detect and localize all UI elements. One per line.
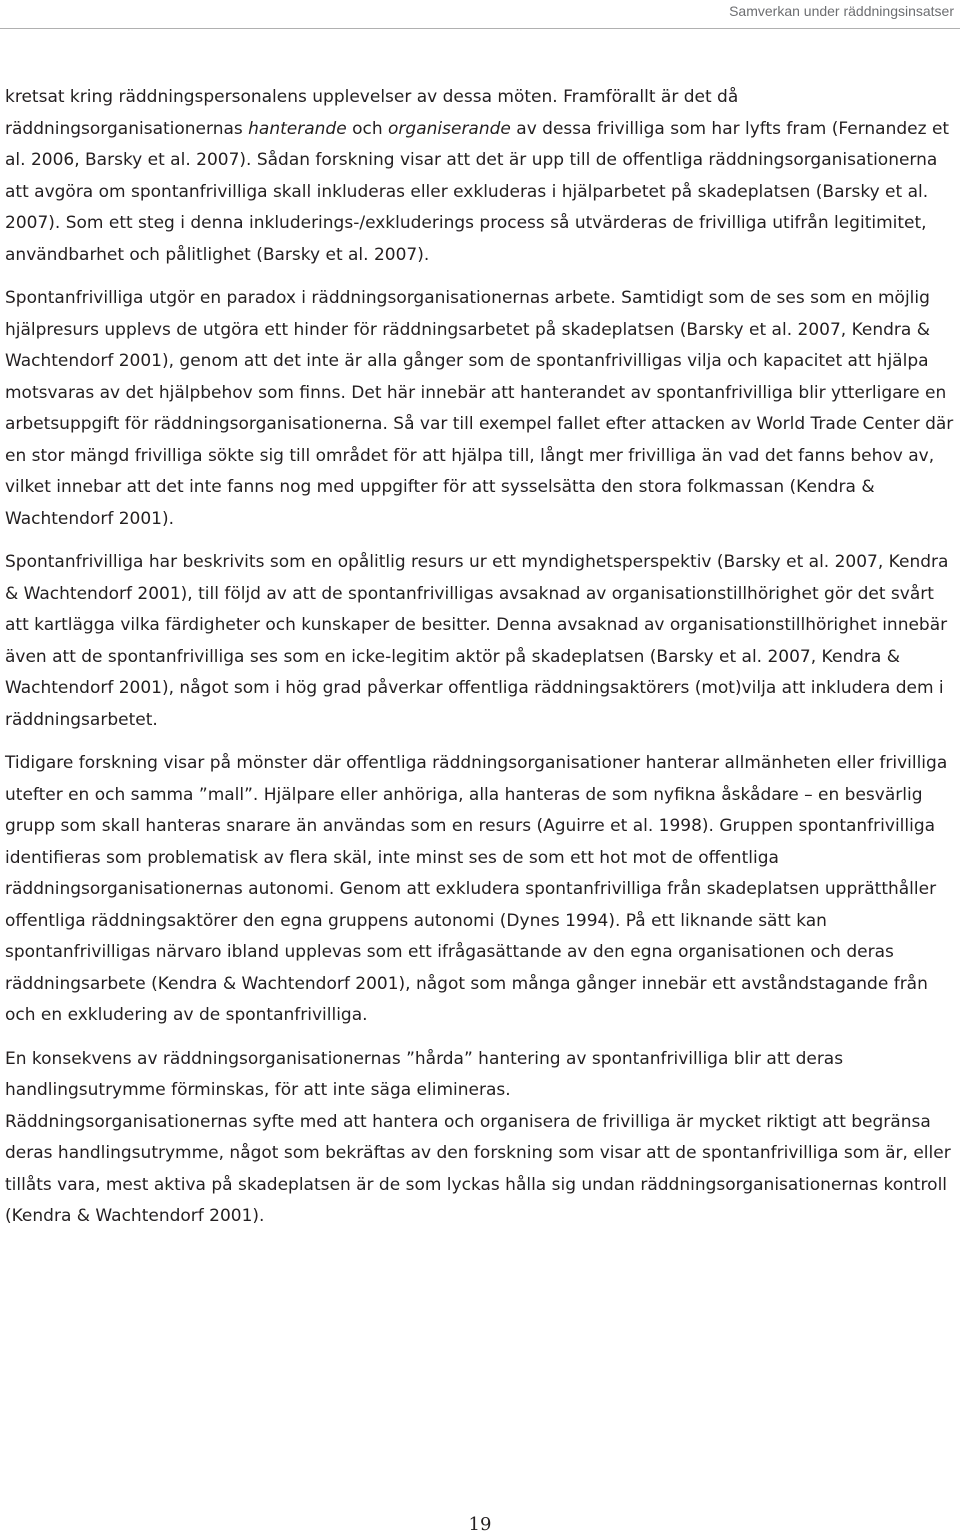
paragraph-3: Spontanfrivilliga har beskrivits som en opålitlig resurs ur ett myndighetsperspektiv (Barsky et al. 2007, Kendra & Wachtendorf 2001), till följd av att de spontanfrivilligas avsaknad av organisationstillhörighet gör det svårt att kartlägga vilka färdigheter och kunskaper de besitter. Denna avsaknad av organisationstillhörighet innebär även att de spontanfrivilliga ses som en icke-legitim aktör på skadeplatsen (Barsky et al. 2007, Kendra & Wachtendorf 2001), något som i hög grad påverkar offentliga räddningsaktörers (mot)vilja att inkludera dem i räddningsarbetet. bbox=[5, 552, 949, 730]
header-divider bbox=[0, 28, 960, 29]
paragraph-6: Räddningsorganisationernas syfte med att hantera och organisera de frivilliga är mycket riktigt att begränsa deras handlingsutrymme, något som bekräftas av den forskning som visar att de spontanfrivilliga som är, eller tillåts vara, mest aktiva på skadeplatsen är de som lyckas hålla sig undan räddningsorganisationernas kontroll (Kendra & Wachtendorf 2001). bbox=[5, 1111, 951, 1226]
paragraph-1-part-2: och bbox=[346, 118, 389, 139]
running-header bbox=[14, 0, 954, 28]
paragraph-2: Spontanfrivilliga utgör en paradox i räddningsorganisationernas arbete. Samtidigt som de ses som en möjlig hjälpresurs upplevs de utgöra ett hinder för räddningsarbetet på skadeplatsen (Barsky et al. 2007, Kendra & Wachtendorf 2001), genom att det inte är alla gånger som de spontanfrivilligas vilja och kapacitet att hjälpa motsvaras av det hjälpbehov som finns. Det här innebär att hanterandet av spontanfrivilliga blir ytterligare en arbetsuppgift för räddningsorganisationerna. Så var till exempel fallet efter attacken av World Trade Center där en stor mängd frivilliga sökte sig till området för att hjälpa till, långt mer frivilliga än vad det fanns behov av, vilket innebar att det inte fanns nog med uppgifter för att sysselsätta den stora folkmassan (Kendra & Wachtendorf 2001). bbox=[5, 288, 954, 529]
emphasis-hanterande: hanterande bbox=[248, 118, 347, 139]
page-number-value: 19 bbox=[468, 1514, 492, 1535]
paragraph-1-part-3: av dessa frivilliga som har lyfts fram (Fernandez et al. 2006, Barsky et al. 2007). Sådan forskning visar att det är upp till de offentliga räddningsorganisationerna att avgöra om spontanfrivilliga skall inkluderas eller exkluderas i hjälparbetet på skadeplatsen (Barsky et al. 2007). Som ett steg i denna inkluderings-/exkluderings process så utvärderas de frivilliga utifrån legitimitet, användbarhet och pålitlighet (Barsky et al. 2007). bbox=[5, 118, 950, 265]
emphasis-organiserande: organiserande bbox=[388, 118, 511, 139]
document-body bbox=[5, 82, 955, 1245]
page-number bbox=[0, 1512, 960, 1538]
paragraph-4: Tidigare forskning visar på mönster där offentliga räddningsorganisationer hanterar allmänheten eller frivilliga utefter en och samma ”mall”. Hjälpare eller anhöriga, alla hanteras de som nyfikna åskådare – en besvärlig grupp som skall hanteras snarare än användas som en resurs (Aguirre et al. 1998). Gruppen spontanfrivilliga identifieras som problematisk av flera skäl, inte minst ses de som ett hot mot de offentliga räddningsorganisationernas autonomi. Genom att exkludera spontanfrivilliga från skadeplatsen upprätthåller offentliga räddningsaktörer den egna gruppens autonomi (Dynes 1994). På ett liknande sätt kan spontanfrivilligas närvaro ibland upplevas som ett ifrågasättande av den egna organisationen och deras räddningsarbete (Kendra & Wachtendorf 2001), något som många gånger innebär ett avståndstagande från och en exkludering av de spontanfrivilliga. bbox=[5, 753, 948, 1025]
running-header-title: Samverkan under räddningsinsatser bbox=[729, 3, 954, 19]
paragraph-1-part-1: kretsat kring räddningspersonalens upplevelser av dessa möten. Framförallt är det då räddningsorganisationernas bbox=[5, 87, 739, 139]
paragraph-5: En konsekvens av räddningsorganisationernas ”hårda” hantering av spontanfrivilliga blir att deras handlingsutrymme förminskas, för att inte säga elimineras. bbox=[5, 1048, 844, 1100]
paragraph-1 bbox=[5, 82, 955, 271]
